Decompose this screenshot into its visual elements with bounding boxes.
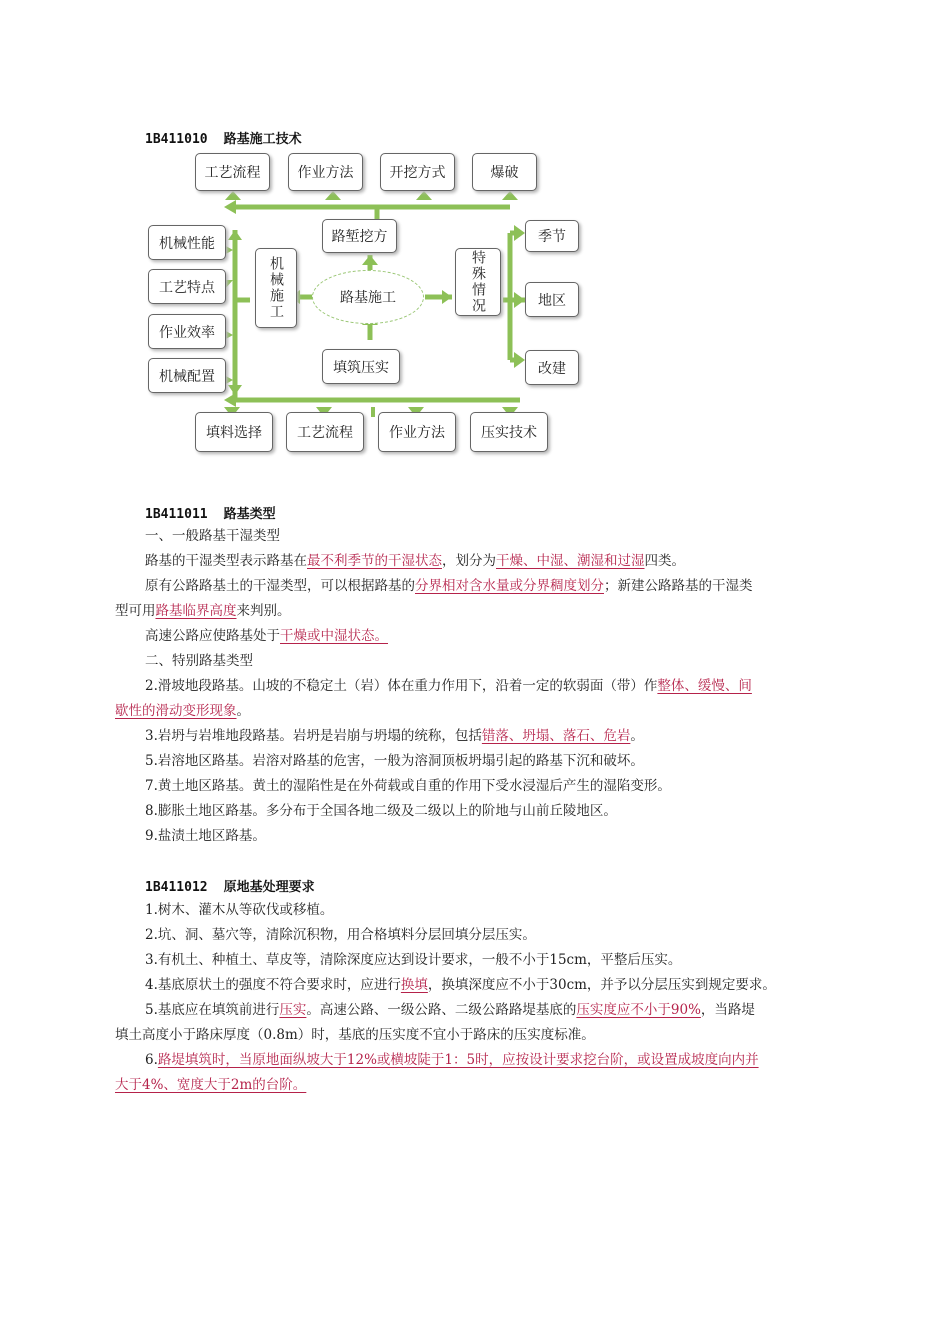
section-code: 1B411012 [145,880,208,895]
item-landslide: 2.滑坡地段路基。山坡的不稳定土（岩）体在重力作用下，沿着一定的软弱面（带）作整体、缓慢、间 [145,678,752,694]
item-pits: 2.坑、洞、墓穴等，清除沉积物，用合格填料分层回填分层压实。 [145,927,536,943]
left-box-performance: 机械性能 [148,225,226,260]
item-compaction: 5.基底应在填筑前进行压实。高速公路、一级公路、二级公路路堤基底的压实度应不小于90%，当路堤 [145,1002,755,1018]
highlight-text: 路堤填筑时，当原地面纵坡大于12%或横坡陡于1：5时，应按设计要求挖台阶，或设置成坡度向内并 [157,1052,759,1068]
paragraph-expressway: 高速公路应使路基处于干燥或中湿状态。 [145,628,388,644]
highlight-text: 压实 [279,1002,307,1018]
right-box-reconstruction: 改建 [525,350,579,385]
left-box-efficiency: 作业效率 [148,314,226,349]
section-title: 原地基处理要求 [223,880,315,895]
highlight-text: 歇性的滑动变形现象 [115,703,237,719]
right-box-region: 地区 [525,282,579,317]
highlight-text: 换填 [400,977,428,993]
section-heading-1b411012 [145,876,315,895]
bottom-box-process: 工艺流程 [286,412,364,452]
section-code: 1B411010 [145,132,208,147]
highlight-text: 干燥、中湿、潮湿和过湿 [496,553,645,569]
subheading-general-types: 一、一般路基干湿类型 [145,528,280,544]
left-box-features: 工艺特点 [148,269,226,304]
item-saline-soil: 9.盐渍土地区路基。 [145,828,266,844]
item-trees: 1.树木、灌木从等砍伐或移植。 [145,902,334,918]
item-landslide-continuation: 歇性的滑动变形现象。 [115,703,250,719]
top-box-blasting: 爆破 [472,153,537,191]
box-special-conditions: 特殊情况 [455,248,501,316]
highlight-text: 错落、坍塌、落石、危岩 [481,728,631,744]
top-box-method: 作业方法 [288,153,363,191]
item-steps: 6.路堤填筑时，当原地面纵坡大于12%或横坡陡于1：5时，应按设计要求挖台阶，或设置成坡度向内并 [145,1052,759,1068]
item-rockfall: 3.岩坍与岩堆地段路基。岩坍是岩崩与坍塌的统称，包括错落、坍塌、落石、危岩。 [145,728,644,744]
bottom-box-method: 作业方法 [378,412,456,452]
item-expansive-soil: 8.膨胀土地区路基。多分布于全国各地二级及二级以上的阶地与山前丘陵地区。 [145,803,617,819]
highlight-text: 路基临界高度 [155,603,237,619]
bottom-box-fill-selection: 填料选择 [195,412,273,452]
item-steps-continuation [115,1075,306,1095]
paragraph-dry-wet-types: 路基的干湿类型表示路基在最不利季节的干湿状态，划分为干燥、中湿、潮湿和过湿四类。 [145,553,685,569]
paragraph-existing-roads: 原有公路路基土的干湿类型，可以根据路基的分界相对含水量或分界稠度划分；新建公路路基的干湿类 [145,578,753,594]
bottom-box-compaction-tech: 压实技术 [470,412,548,452]
item-karst: 5.岩溶地区路基。岩溶对路基的危害，一般为溶洞顶板坍塌引起的路基下沉和破坏。 [145,753,644,769]
box-cut-excavation: 路堑挖方 [322,219,397,253]
top-box-excavation-mode: 开挖方式 [380,153,455,191]
section-title: 路基施工技术 [223,132,302,147]
highlight-text: 最不利季节的干湿状态 [307,553,442,569]
highlight-text: 干燥或中湿状态。 [280,628,388,644]
item-compaction-continuation: 填土高度小于路床厚度（0.8m）时，基底的压实度不宜小于路床的压实度标准。 [115,1027,595,1043]
center-roadbed-construction: 路基施工 [312,270,424,324]
highlight-text: 整体、缓慢、间 [657,678,752,694]
roadbed-construction-diagram [140,145,590,465]
top-box-process: 工艺流程 [195,153,270,191]
left-box-configuration: 机械配置 [148,358,226,393]
right-box-season: 季节 [525,220,579,252]
highlight-text: 压实度应不小于90% [576,1002,701,1018]
highlight-text: 大于4%、宽度大于2m的台阶。 [115,1077,307,1093]
highlight-text: 分界相对含水量或分界稠度划分 [415,578,604,594]
section-code: 1B411011 [145,507,208,522]
box-machinery-construction: 机械施工 [255,248,297,328]
item-replacement: 4.基底原状土的强度不符合要求时，应进行换填，换填深度应不小于30cm，并予以分层压实到规定要求。 [145,977,776,993]
subheading-special-types: 二、特别路基类型 [145,653,253,669]
paragraph-continuation: 型可用路基临界高度来判别。 [115,603,291,619]
section-heading-1b411011 [145,503,276,522]
item-loess: 7.黄土地区路基。黄土的湿陷性是在外荷载或自重的作用下受水浸湿后产生的湿陷变形。 [145,778,671,794]
section-title: 路基类型 [223,507,276,522]
item-organic-soil: 3.有机土、种植土、草皮等，清除深度应达到设计要求，一般不小于15cm，平整后压实。 [145,952,682,968]
box-fill-compaction: 填筑压实 [322,349,400,384]
